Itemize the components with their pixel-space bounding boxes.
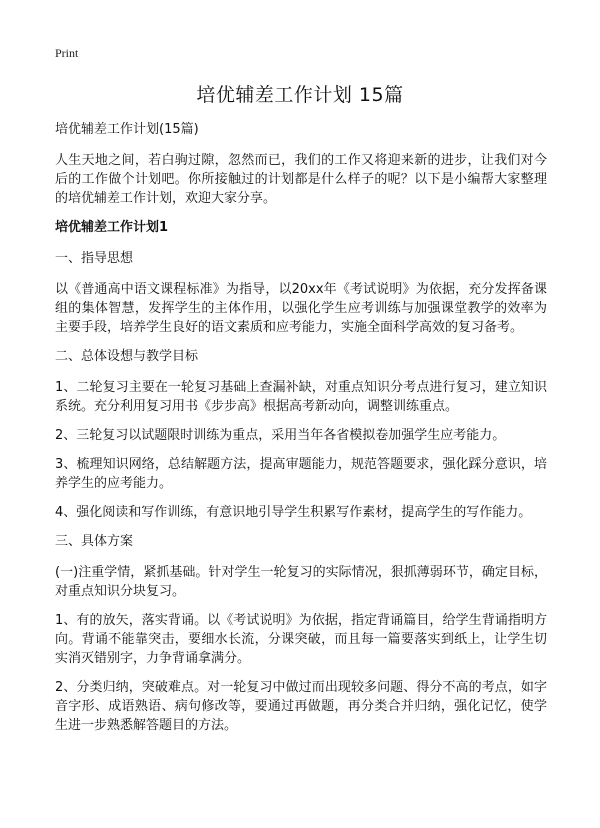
paragraph: 2、三轮复习以试题限时训练为重点，采用当年各省模拟卷加强学生应考能力。 [55,428,506,443]
paragraph: 2、分类归纳，突破难点。对一轮复习中做过而出现较多问题、得分不高的考点，如字音字形、成语熟语、病句修改等，要通过再做题，再分类合并归纳，强化记忆，使学生进一步熟悉解答题目的方法。 [55,680,547,733]
heading-overall-goals: 二、总体设想与教学目标 [55,349,199,364]
paragraph: 4、强化阅读和写作训练，有意识地引导学生积累写作素材，提高学生的写作能力。 [55,505,532,520]
paragraph: 1、二轮复习主要在一轮复习基础上查漏补缺，对重点知识分考点进行复习，建立知识系统。充分利用复习用书《步步高》根据高考新动向，调整训练重点。 [55,380,547,414]
intro-paragraph: 人生天地之间，若白驹过隙，忽然而已，我们的工作又将迎来新的进步，让我们对今后的工作做个计划吧。你所接触过的计划都是什么样子的呢？以下是小编帮大家整理的培优辅差工作计划，欢迎大家分享。 [55,153,547,206]
document-subtitle: 培优辅差工作计划(15篇) [55,122,199,137]
heading-specific-plan: 三、具体方案 [55,534,134,549]
paragraph: (一)注重学情，紧抓基础。针对学生一轮复习的实际情况，狠抓薄弱环节，确定目标，对重点知识分块复习。 [55,565,547,599]
document-body [55,120,547,745]
print-label: Print [55,46,79,60]
section-title: 培优辅差工作计划1 [55,220,169,235]
paragraph: 以《普通高中语文课程标准》为指导，以20xx年《考试说明》为依据，充分发挥备课组的集体智慧，发挥学生的主体作用，以强化学生应考训练与加强课堂教学的效率为主要手段，培养学生良好的语文素质和应考能力，实施全面科学高效的复习备考。 [55,282,547,335]
paragraph: 1、有的放矢，落实背诵。以《考试说明》为依据，指定背诵篇目，给学生背诵指明方向。背诵不能靠突击，要细水长流，分课突破，而且每一篇要落实到纸上，让学生切实消灭错别字，力争背诵拿满分。 [55,613,547,666]
heading-guiding-ideology: 一、指导思想 [55,251,134,266]
page-title: 培优辅差工作计划 15篇 [196,84,404,106]
paragraph: 3、梳理知识网络，总结解题方法，提高审题能力，规范答题要求，强化踩分意识，培养学生的应考能力。 [55,457,547,491]
